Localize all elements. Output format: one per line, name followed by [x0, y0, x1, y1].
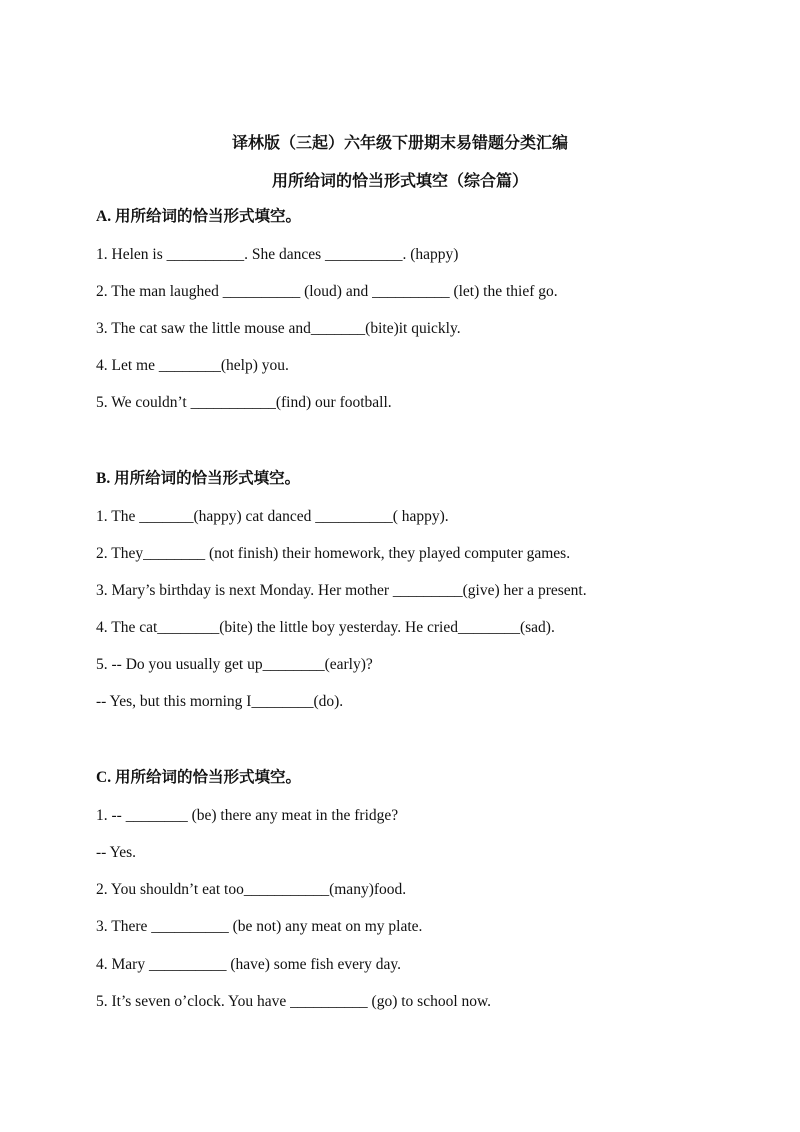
section-c-item-5: 5. It’s seven o’clock. You have __________ (go) to school now. — [96, 993, 492, 1010]
section-b-item-5-answer: -- Yes, but this morning I________(do). — [96, 693, 344, 710]
section-b-item-5: 5. -- Do you usually get up________(early)? — [96, 656, 373, 673]
section-c-item-2: 2. You shouldn’t eat too___________(many)food. — [96, 881, 407, 898]
section-b-item-4: 4. The cat________(bite) the little boy yesterday. He cried________(sad). — [96, 619, 555, 636]
section-b-item-1: 1. The _______(happy) cat danced __________( happy). — [96, 508, 449, 525]
document-title: 译林版（三起）六年级下册期末易错题分类汇编 — [231, 135, 568, 152]
section-c-heading: C. 用所给词的恰当形式填空。 — [96, 769, 301, 786]
section-a-item-1: 1. Helen is __________. She dances __________. (happy) — [96, 246, 459, 263]
section-b-heading: B. 用所给词的恰当形式填空。 — [96, 470, 301, 487]
section-a-item-4: 4. Let me ________(help) you. — [96, 357, 289, 374]
section-c-item-1: 1. -- ________ (be) there any meat in the fridge? — [96, 807, 399, 824]
section-a-item-3: 3. The cat saw the little mouse and_______(bite)it quickly. — [96, 320, 461, 337]
section-a-item-5: 5. We couldn’t ___________(find) our football. — [96, 394, 392, 411]
section-a-item-2: 2. The man laughed __________ (loud) and __________ (let) the thief go. — [96, 283, 558, 300]
section-b-item-2: 2. They________ (not finish) their homework, they played computer games. — [96, 545, 571, 562]
section-b-item-3: 3. Mary’s birthday is next Monday. Her mother _________(give) her a present. — [96, 582, 587, 599]
section-c-item-4: 4. Mary __________ (have) some fish every day. — [96, 956, 402, 973]
section-c-item-1-answer: -- Yes. — [96, 844, 137, 861]
section-c-item-3: 3. There __________ (be not) any meat on my plate. — [96, 918, 423, 935]
document-subtitle: 用所给词的恰当形式填空（综合篇） — [271, 173, 528, 190]
section-a-heading: A. 用所给词的恰当形式填空。 — [96, 208, 301, 225]
